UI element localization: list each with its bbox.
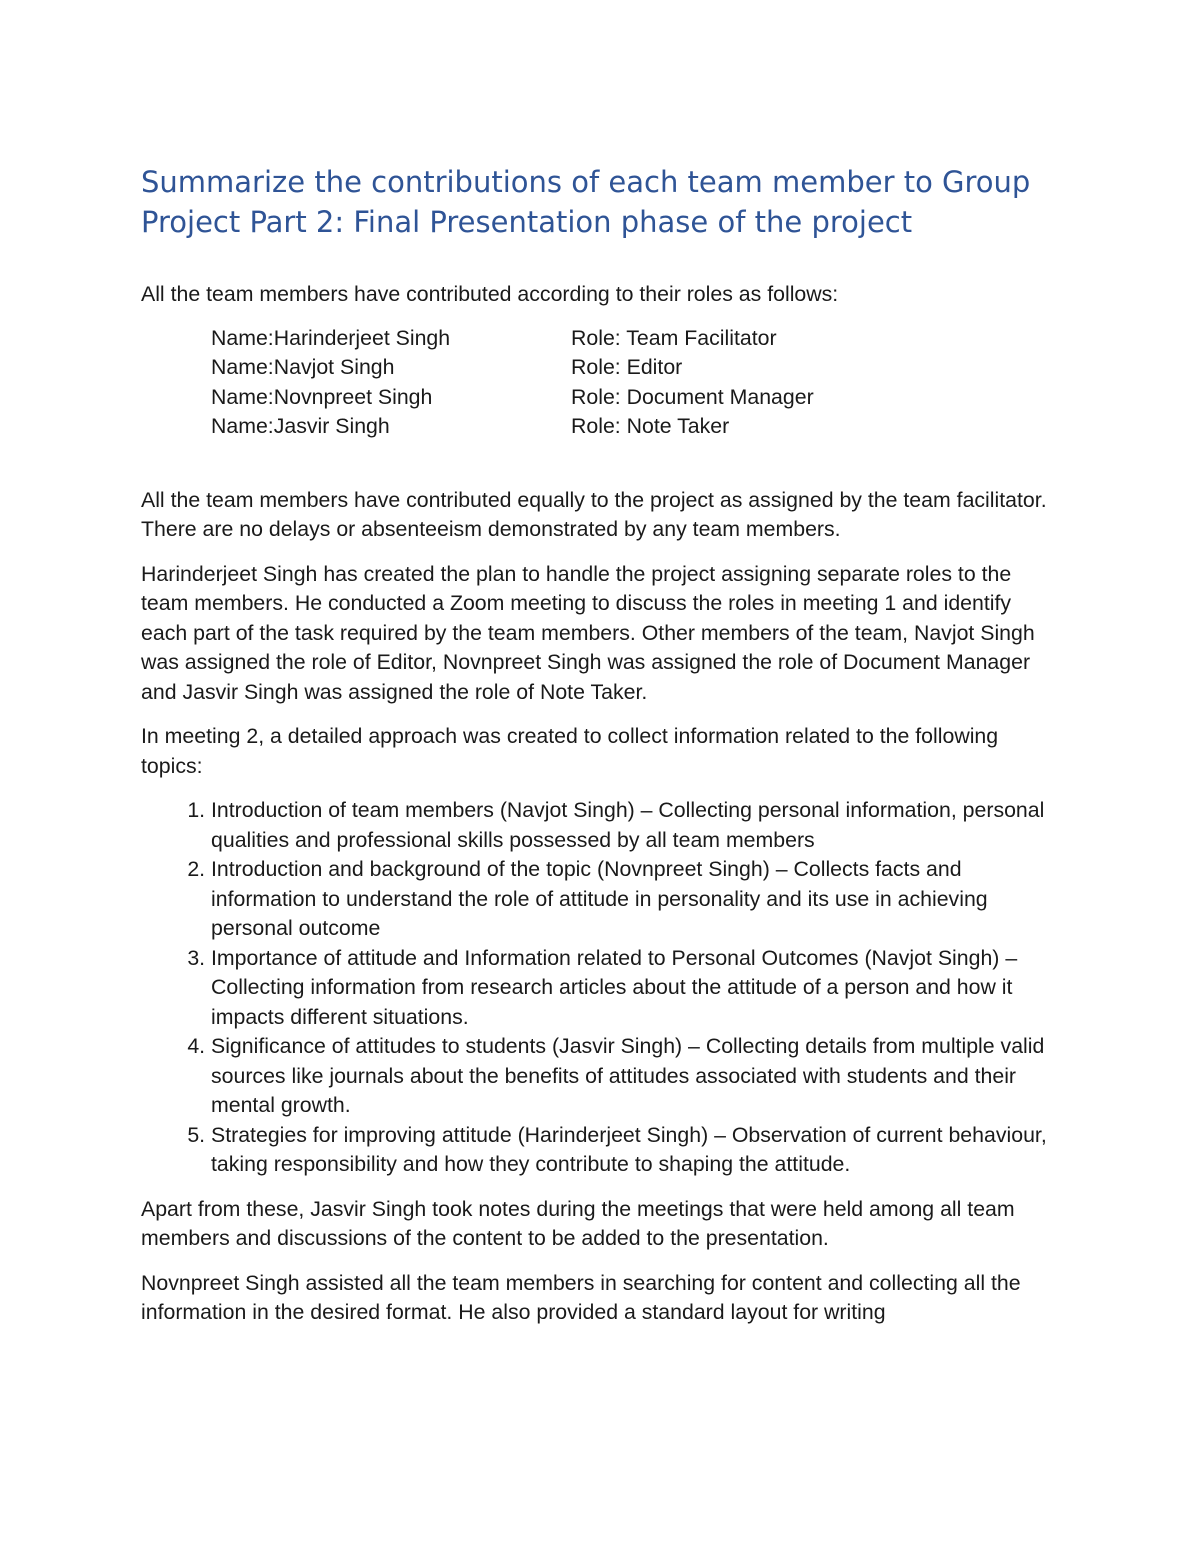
member-name: Name:Navjot Singh xyxy=(211,355,395,379)
body-paragraph: In meeting 2, a detailed approach was created to collect information related to the following topics: xyxy=(141,724,999,778)
intro-paragraph: All the team members have contributed according to their roles as follows: xyxy=(141,282,839,306)
member-row xyxy=(211,383,1061,413)
member-row xyxy=(211,324,1061,354)
body-paragraph: All the team members have contributed equally to the project as assigned by the team facilitator. There are no delays or absenteeism demonstrated by any team members. xyxy=(141,487,1047,541)
body-paragraph: Novnpreet Singh assisted all the team members in searching for content and collecting all the information in the desired format. He also provided a standard layout for writing xyxy=(141,1270,1021,1324)
topic-item: 1. Introduction of team members (Navjot Singh) – Collecting personal information, personal qualities and professional skills possessed by all team members xyxy=(211,796,1061,855)
topic-item: 4. Significance of attitudes to students (Jasvir Singh) – Collecting details from multiple valid sources like journals about the benefits of attitudes associated with students and their mental growth. xyxy=(211,1032,1061,1121)
topics-list xyxy=(141,796,1061,1180)
document-heading: Summarize the contributions of each team member to Group Project Part 2: Final Presentation phase of the project xyxy=(141,165,1031,239)
member-row xyxy=(211,353,1061,383)
topic-item: 5. Strategies for improving attitude (Harinderjeet Singh) – Observation of current behaviour, taking responsibility and how they contribute to shaping the attitude. xyxy=(211,1121,1061,1180)
member-roles-list xyxy=(211,324,1061,442)
member-name: Name:Harinderjeet Singh xyxy=(211,325,451,350)
member-role: Role: Team Facilitator xyxy=(571,325,777,350)
topic-item: 3. Importance of attitude and Information related to Personal Outcomes (Navjot Singh) – Collecting information from research articles about the attitude of a person and how it impacts different situations. xyxy=(211,944,1061,1033)
member-role: Role: Document Manager xyxy=(571,384,814,409)
member-name: Name:Novnpreet Singh xyxy=(211,384,433,409)
member-role: Role: Note Taker xyxy=(571,414,730,438)
topic-item: 2. Introduction and background of the topic (Novnpreet Singh) – Collects facts and information to understand the role of attitude in personality and its use in achieving personal outcome xyxy=(211,855,1061,944)
document-body xyxy=(141,163,1061,1343)
member-row xyxy=(211,412,1061,442)
body-paragraph: Harinderjeet Singh has created the plan to handle the project assigning separate roles to the team members. He conducted a Zoom meeting to discuss the roles in meeting 1 and identify each part of the task required by the team members. Other members of the team, Navjot Singh was assigned the role of Editor, Novnpreet Singh was assigned the role of Document Manager and Jasvir Singh was assigned the role of Note Taker. xyxy=(141,561,1035,704)
member-name: Name:Jasvir Singh xyxy=(211,414,390,438)
member-role: Role: Editor xyxy=(571,355,683,379)
body-paragraph: Apart from these, Jasvir Singh took notes during the meetings that were held among all team members and discussions of the content to be added to the presentation. xyxy=(141,1196,1015,1250)
